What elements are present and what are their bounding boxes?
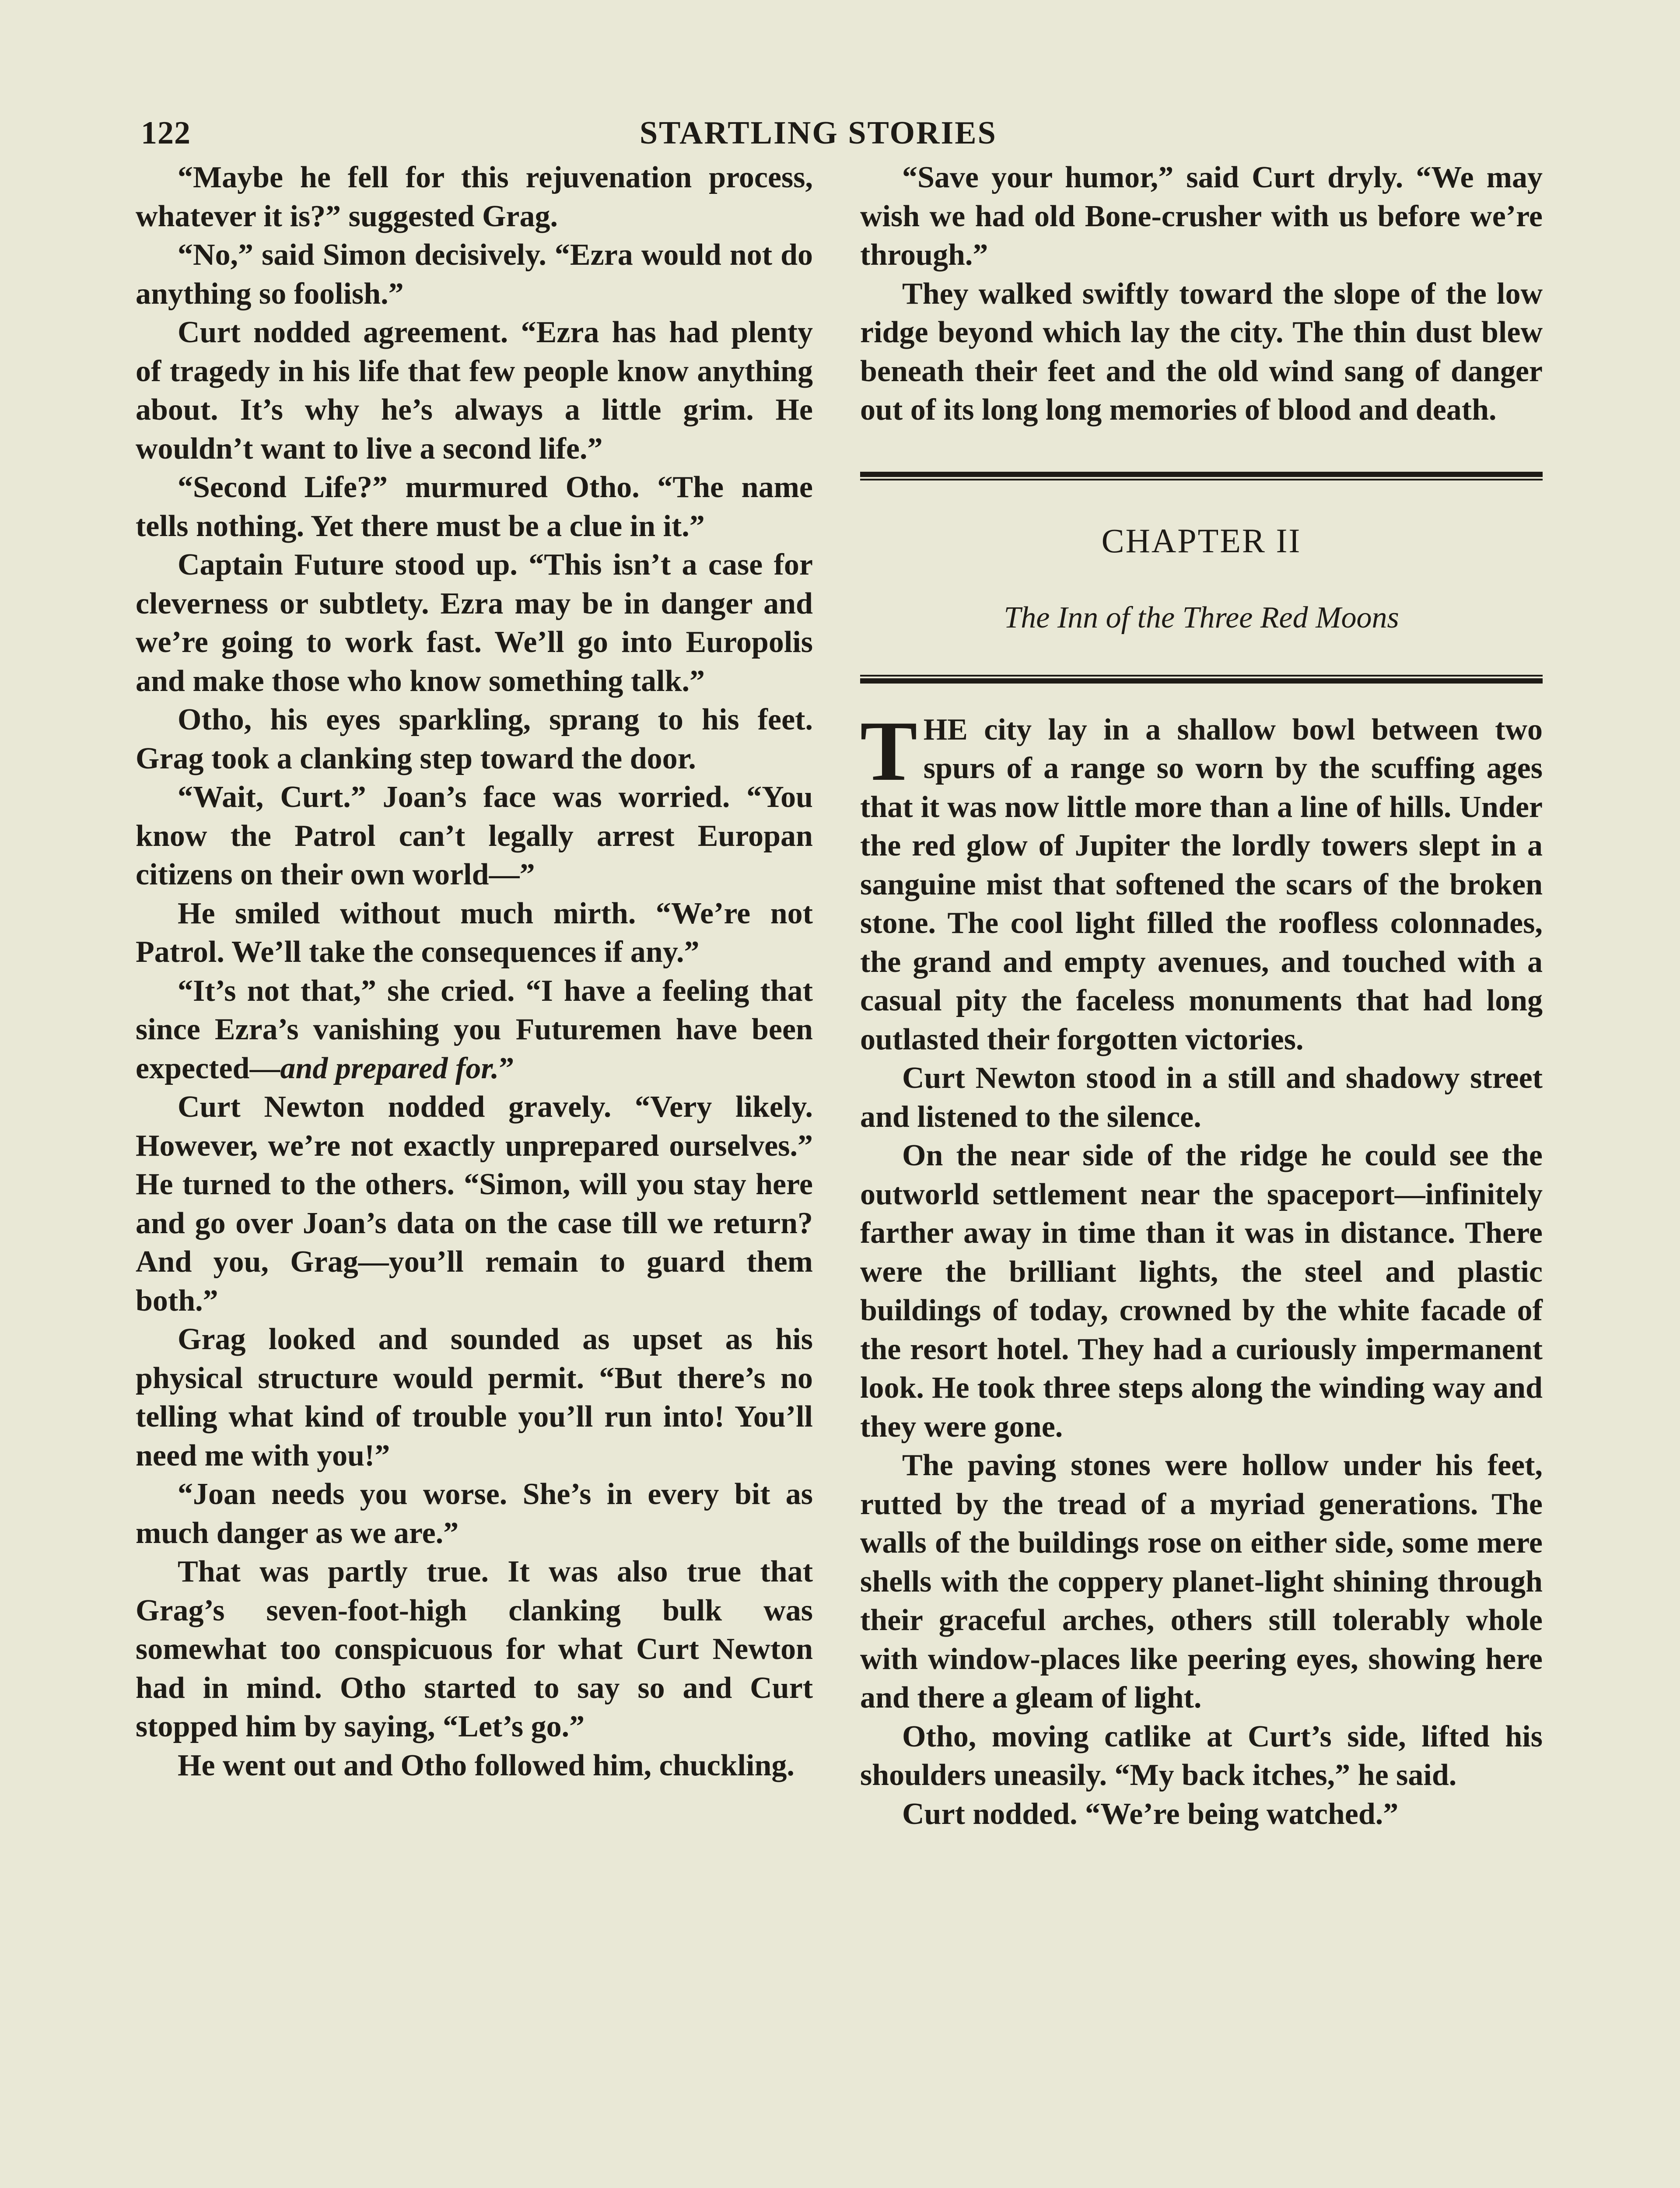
paragraph: They walked swiftly toward the slope of the low ridge beyond which lay the city. The thin dust blew beneath their feet and the old wind sang of danger out of its long long memories of blood and death. (860, 277, 1543, 427)
right-column (860, 158, 1543, 1834)
paragraph: Curt nodded agreement. “Ezra has had plenty of tragedy in his life that few people know anything about. It’s why he’s always a little grim. He wouldn’t want to live a second life.” (136, 316, 813, 466)
paragraph: “Save your humor,” said Curt dryly. “We may wish we had old Bone-crusher with us before we’re through.” (860, 161, 1543, 272)
paragraph: “Wait, Curt.” Joan’s face was worried. “You know the Patrol can’t legally arrest Europan citizens on their own world—” (136, 780, 813, 891)
running-header (141, 115, 1028, 158)
paragraph: Curt Newton nodded gravely. “Very likely. However, we’re not exactly unprepared ourselves.” He turned to the others. “Simon, will you stay here and go over Joan’s data on the case till we return? And you, Grag—you’ll remain to guard them both.” (136, 1090, 813, 1318)
magazine-title: STARTLING STORIES (640, 115, 997, 151)
paragraph: Otho, his eyes sparkling, sprang to his feet. Grag took a clanking step toward the door. (136, 703, 813, 775)
paragraph: “Maybe he fell for this rejuvenation process, whatever it is?” suggested Grag. (136, 161, 813, 233)
chapter-top-rule (860, 472, 1543, 481)
paragraph: “Second Life?” murmured Otho. “The name tells nothing. Yet there must be a clue in it.” (136, 470, 813, 543)
paragraph-text: “It’s not that,” she cried. “I have a feeling that since Ezra’s vanishing you Futuremen have been expected— (136, 974, 813, 1085)
opening-paragraph (860, 703, 1543, 1059)
paragraph: Curt Newton stood in a still and shadowy street and listened to the silence. (860, 1061, 1543, 1134)
closing-quote: ” (499, 1051, 514, 1085)
paragraph (136, 972, 813, 1088)
paragraph: Otho, moving catlike at Curt’s side, lifted his shoulders uneasily. “My back itches,” he said. (860, 1719, 1543, 1792)
paragraph: Grag looked and sounded as upset as his physical structure would permit. “But there’s no telling what kind of trouble you’ll run into! You’ll need me with you!” (136, 1322, 813, 1473)
paragraph: Curt nodded. “We’re being watched.” (902, 1797, 1399, 1831)
paragraph: “No,” said Simon decisively. “Ezra would not do anything so foolish.” (136, 238, 813, 311)
paragraph: “Joan needs you worse. She’s in every bit as much danger as we are.” (136, 1477, 813, 1550)
paragraph: He went out and Otho followed him, chuckling. (178, 1748, 794, 1782)
chapter-title: The Inn of the Three Red Moons (1004, 600, 1399, 635)
drop-cap: T (860, 703, 917, 799)
paragraph: That was partly true. It was also true that Grag’s seven-foot-high clanking bulk was somewhat too conspicuous for what Curt Newton had in mind. Otho started to say so and Curt stopped him by saying, “Let’s go.” (136, 1555, 813, 1743)
paragraph: He smiled without much mirth. “We’re not Patrol. We’ll take the consequences if any.” (136, 896, 813, 969)
paragraph: The paving stones were hollow under his feet, rutted by the tread of a myriad generations. The walls of the buildings rose on either side, some mere shells with the coppery planet-light shining through their graceful arches, others still tolerably whole with window-places like peering eyes, showing here and there a gleam of light. (860, 1448, 1543, 1715)
italic-text: and prepared for. (280, 1051, 499, 1085)
paragraph: Captain Future stood up. “This isn’t a case for cleverness or subtlety. Ezra may be in danger and we’re going to work fast. We’ll go into Europolis and make those who know something talk.” (136, 548, 813, 698)
opening-paragraph-text: HE city lay in a shallow bowl between two spurs of a range so worn by the scuffing ages that it was now little more than a line of hills. Under the red glow of Jupiter the lordly towers slept in a sanguine mist that softened the scars of the broken stone. The cool light filled the roofless colonnades, the grand and empty avenues, and touched with a casual pity the faceless monuments that had long outlasted their forgotten victories. (860, 712, 1543, 1056)
left-column (136, 158, 813, 1785)
paragraph: On the near side of the ridge he could see the outworld settlement near the spaceport—infinitely farther away in time than it was in distance. There were the brilliant lights, the steel and plastic buildings of today, crowned by the white facade of the resort hotel. They had a curiously impermanent look. He took three steps along the winding way and they were gone. (860, 1139, 1543, 1444)
chapter-bottom-rule (860, 675, 1543, 684)
page-number: 122 (141, 115, 191, 151)
chapter-heading: CHAPTER II (1101, 521, 1302, 560)
